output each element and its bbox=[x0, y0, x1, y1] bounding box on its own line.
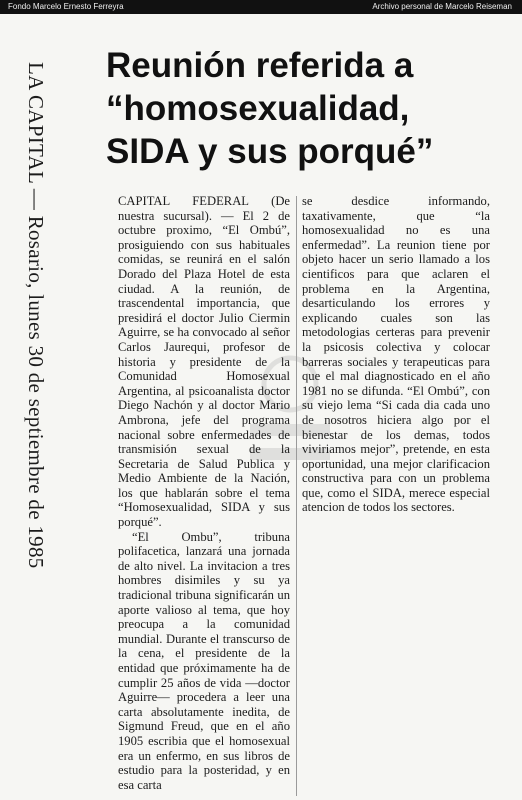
headline-line-1: Reunión referida a bbox=[106, 46, 414, 85]
article-headline bbox=[106, 44, 506, 173]
headline-line-2: “homosexualidad, bbox=[106, 89, 410, 128]
article-paragraph: se desdice informando, taxativamente, que “la homosexualidad no es una enfermedad”. La reunion tiene por objeto hacer un serio llamado a los cientificos para que aclaren el problema en la Argentina, desarticulando los errores y explicando cuales son las metodologias certeras para prevenir la psicosis colectiva y colocar barreras sociales y terapeuticas para que el mal diagnosticado en el año 1981 no se difunda. “El Ombú”, con su viejo lema “Si cada dia cada uno de nosotros hiciera algo por el bienestar de los demas, todos viviriamos mejor”, pretende, en esta oportunidad, una mejor clarificacion constructiva para con un problema que, como el SIDA, merece especial atencion de todos los sectores. bbox=[302, 194, 490, 515]
article-column-2 bbox=[302, 194, 490, 515]
article-paragraph: “El Ombu”, tribuna polifacetica, lanzará una jornada de alto nivel. La invitacion a tres hombres disimiles y su ya tradicional tribuna significarán un aporte valioso al tema, que hoy preocupa a la comunidad mundial. Durante el transcurso de la cena, el presidente de la entidad que próximamente ha de cumplir 25 años de vida —doctor Aguirre— procedera a leer una carta absolutamente inedita, de Sigmund Freud, que en el año 1905 escribia que el homosexual era un enfermo, en sus libros de estudio para la posteridad, y en esa carta bbox=[118, 529, 290, 792]
archive-credit-right: Archivo personal de Marcelo Reiseman bbox=[372, 2, 512, 11]
headline-line-3: SIDA y sus porqué” bbox=[106, 132, 434, 171]
newspaper-clipping bbox=[0, 14, 522, 800]
publication-caption-text: LA CAPITAL — Rosario, lunes 30 de septiembre de 1985 bbox=[24, 62, 48, 569]
article-paragraph: CAPITAL FEDERAL (De nuestra sucursal). — El 2 de octubre proximo, “El Ombú”, prosiguiendo con sus habituales comidas, se reunirá en el salón Dorado del Plaza Hotel de esta ciudad. A la reunión, de trascendental importancia, que presidirá el doctor Julio Ciermin Aguirre, se ha convocado al señor Carlos Jaurequi, profesor de historia y presidente de la Comunidad Homosexual Argentina, al psicoanalista doctor Diego Nachón y al doctor Mario Ambrona, jefe del programa nacional sobre enfermedades de transmisión sexual de la Secretaria de Salud Publica y Medio Ambiente de la Nación, los que hablarán sobre el tema “Homosexualidad, SIDA y sus porqué”. bbox=[118, 194, 290, 530]
column-divider bbox=[296, 196, 297, 796]
article-column-1 bbox=[118, 194, 290, 792]
archive-header-bar bbox=[0, 0, 522, 14]
publication-caption-vertical bbox=[22, 62, 50, 569]
archive-credit-left: Fondo Marcelo Ernesto Ferreyra bbox=[8, 2, 124, 11]
